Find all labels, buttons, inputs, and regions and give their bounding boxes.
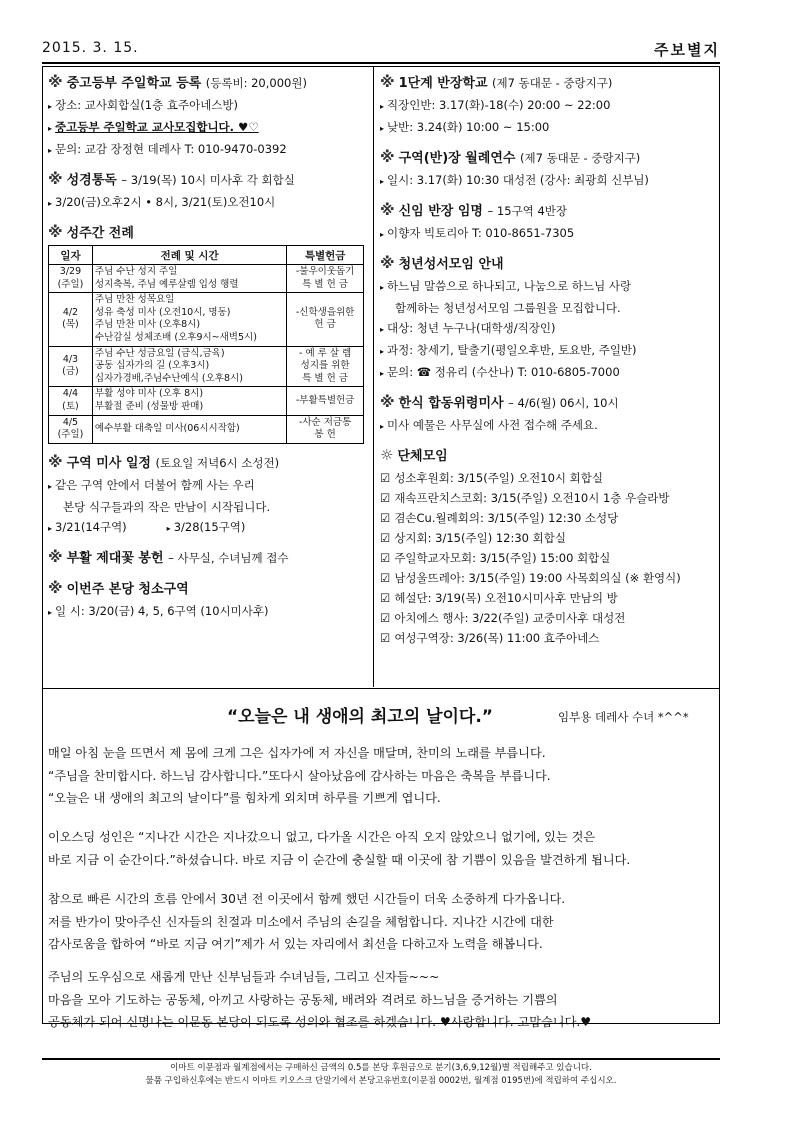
- asterisk-icon: ※: [48, 578, 63, 597]
- list-item: ☑ 아치에스 행사: 3/22(주일) 교중미사후 대성전: [380, 611, 626, 625]
- row-items: 주님 수난 성금요일 (금식,금육) 공동 십자가의 길 (오후3시) 십자가경배,주님수난예식 (오후8시): [92, 346, 286, 387]
- bulletin-title: 주보별지: [654, 41, 720, 59]
- cleaning-schedule: ▸ 일 시: 3/20(금) 4, 5, 6구역 (10시미사후): [48, 603, 269, 618]
- district-mass-dates: ▸ 3/21(14구역) ▸ 3/28(15구역): [48, 519, 246, 534]
- table-row: [49, 415, 364, 443]
- list-item: ☑ 상지회: 3/15(주일) 12:30 회합실: [380, 531, 566, 545]
- essay-author: 임부용 데레사 수녀 *^^*: [558, 710, 689, 724]
- easter-flowers-title: ※ 부활 제대꽃 봉헌 – 사무실, 수녀님께 접수: [48, 547, 289, 566]
- page-header: [42, 38, 720, 60]
- district-mass-title: ※ 구역 미사 일정 (토요일 저녁6시 소성전): [48, 452, 280, 471]
- memorial-mass-title: ※ 한식 합동위령미사 – 4/6(월) 06시, 10시: [380, 393, 619, 411]
- holy-week-table: [48, 245, 364, 444]
- footer-rule: [42, 1058, 720, 1060]
- essay-paragraph-2: 이오스딩 성인은 “지나간 시간은 지나갔으니 없고, 다가올 시간은 아직 오지 않았으니 없기에, 있는 것은 바로 지금 이 순간이다.”하셨습니다. 바로 지금 이 순간에 충실할 때 이곳에 참 기쁨이 있음을 발견하게 됩니다.: [48, 830, 631, 867]
- list-item: ☑ 겸손Cu.월례회의: 3/15(주일) 12:30 소성당: [380, 511, 619, 525]
- row-offering: -신학생을위한 헌 금: [287, 293, 364, 346]
- row-items: 주님 수난 성지 주일 성지축복, 주님 예루살렘 입성 행렬: [92, 265, 286, 293]
- sun-icon: ☼: [380, 446, 394, 464]
- table-row: [49, 387, 364, 415]
- checkbox-icon: ☑: [380, 571, 391, 585]
- table-row: [49, 293, 364, 346]
- leader-school-line: ▸ 낮반: 3.24(화) 10:00 ~ 15:00: [380, 120, 550, 134]
- row-items: 주님 만찬 성목요일 성유 축성 미사 (오전10시, 명동) 주님 만찬 미사 (오후8시) 수난감실 성체조배 (오후9시~새벽5시): [92, 293, 286, 346]
- row-offering: -불우이웃돕기 특 별 헌 금: [287, 265, 364, 293]
- asterisk-icon: ※: [48, 223, 63, 241]
- asterisk-icon: ※: [48, 170, 63, 188]
- row-items: 예수부활 대축일 미사(06시시작함): [92, 415, 286, 443]
- list-item: ☑ 헤설단: 3/19(목) 오전10시미사후 만남의 방: [380, 591, 618, 605]
- essay-paragraph-3: 참으로 빠른 시간의 흐름 안에서 30년 전 이곳에서 함께 했던 시간들이 더욱 소중하게 다가옵니다. 저를 반가이 맞아주신 신자들의 친절과 미소에서 주님의 손길을 체험합니다. 지나간 시간에 대한 감사로움을 합하여 “바로 지금 여기”제가 서 있는 자리에서 최선을 다하고자 노력을 해봅니다.: [48, 892, 566, 951]
- youth-school-contact: ▸ 문의: 교감 장정현 데레사 T: 010-9470-0392: [48, 142, 287, 156]
- checkbox-icon: ☑: [380, 611, 391, 625]
- asterisk-icon: ※: [380, 73, 395, 91]
- row-date: 3/29 (주일): [49, 265, 93, 293]
- bulletin-date: 2015. 3. 15.: [42, 40, 139, 56]
- checkbox-icon: ☑: [380, 511, 391, 525]
- row-date: 4/2 (목): [49, 293, 93, 346]
- cleaning-title: ※ 이번주 본당 청소구역: [48, 578, 189, 597]
- table-header: 일자 전례 및 시간 특별헌금: [49, 246, 364, 265]
- table-row: [49, 265, 364, 293]
- list-item: ☑ 재속프란치스코회: 3/15(주일) 오전10시 1층 우슬라방: [380, 491, 670, 505]
- essay-quote: “오늘은 내 생애의 최고의 날이다.”: [227, 707, 493, 727]
- youth-bible-line: ▸ 과정: 창세기, 탈출기(평일오후반, 토요반, 주일반): [380, 343, 637, 357]
- essay-paragraph-1: 매일 아침 눈을 뜨면서 제 몸에 크게 그은 십자가에 저 자신을 매달며, 찬미의 노래를 부릅니다. “주님을 찬미합시다. 하느님 감사합니다.”또다시 살아났음에 감사하는 마음은 축복을 부릅니다. “오늘은 내 생애의 최고의 날이다”를 힘차게 외치며 하루를 기쁘게 엽니다.: [48, 746, 551, 805]
- asterisk-icon: ※: [380, 254, 395, 272]
- list-item: ☑ 주일학교자모회: 3/15(주일) 15:00 회합실: [380, 551, 611, 565]
- checkbox-icon: ☑: [380, 531, 391, 545]
- section-divider: [42, 688, 720, 689]
- youth-school-title: ※ 중고등부 주일학교 등록 (등록비: 20,000원): [48, 73, 307, 91]
- asterisk-icon: ※: [380, 393, 395, 411]
- asterisk-icon: ※: [48, 547, 63, 566]
- footer-notice: 이마트 이문점과 월계점에서는 구매하신 금액의 0.5를 본당 후원금으로 분기(3,6,9,12월)별 적립해주고 있습니다. 물품 구입하신후에는 반드시 이마트 키오스크 단말기에서 본당고유번호(이문점 0002번, 월계점 0195번)에 적립하여 주십시오.: [145, 1063, 617, 1086]
- bible-reading-title: ※ 성경통독 – 3/19(목) 10시 미사후 각 회합실: [48, 170, 295, 188]
- groups-title: ☼ 단체모임: [380, 446, 448, 464]
- asterisk-icon: ※: [380, 148, 395, 166]
- youth-bible-line: 함께하는 청년성서모임 그룹원을 모집합니다.: [395, 301, 621, 315]
- left-column: [48, 72, 366, 623]
- district-mass-desc: ▸ 같은 구역 안에서 더불어 함께 사는 우리: [48, 477, 255, 492]
- youth-bible-line: ▸ 대상: 청년 누구나(대학생/직장인): [380, 321, 556, 335]
- row-date: 4/5 (주일): [49, 415, 93, 443]
- checkbox-icon: ☑: [380, 631, 391, 645]
- column-divider: [373, 67, 374, 687]
- youth-school-place: ▸ 장소: 교사회합실(1층 효주아네스방): [48, 98, 239, 112]
- checkbox-icon: ☑: [380, 591, 391, 605]
- holy-week-title: ※ 성주간 전례: [48, 223, 134, 241]
- right-column: [380, 72, 715, 648]
- youth-bible-line: ▸ 문의: ☎ 정유리 (수산나) T: 010-6805-7000: [380, 365, 620, 379]
- row-date: 4/3 (금): [49, 346, 93, 387]
- appointment-line: ▸ 이향자 빅토리아 T: 010-8651-7305: [380, 226, 575, 240]
- district-mass-desc-2: 본당 식구들과의 작은 만남이 시작됩니다.: [63, 499, 271, 514]
- essay-paragraph-4: 주님의 도우심으로 새롭게 만난 신부님들과 수녀님들, 그리고 신자들~~~ 마음을 모아 기도하는 공동체, 아끼고 사랑하는 공동체, 배려와 격려로 하느님을 증거하는 기쁨의 공동체가 되어 신명나는 이문동 본당이 되도록 성의와 협조를 하겠습니다. ♥사랑합니다. 고맙습니다.♥: [48, 970, 592, 1029]
- header-rule: [42, 62, 720, 64]
- row-offering: -부활특별헌금: [287, 387, 364, 415]
- table-row: [49, 346, 364, 387]
- list-item: ☑ 성소후원회: 3/15(주일) 오전10시 회합실: [380, 471, 603, 485]
- training-title: ※ 구역(반)장 월례연수 (제7 동대문 - 중랑지구): [380, 148, 641, 166]
- row-items: 부활 성야 미사 (오후 8시) 부활절 준비 (성물방 판매): [92, 387, 286, 415]
- asterisk-icon: ※: [48, 452, 63, 471]
- asterisk-icon: ※: [48, 73, 63, 91]
- memorial-mass-line: ▸ 미사 예물은 사무실에 사전 접수해 주세요.: [380, 418, 598, 432]
- essay-heading: [42, 702, 720, 732]
- list-item: ☑ 남성울뜨레아: 3/15(주일) 19:00 사목회의실 (※ 환영식): [380, 571, 681, 585]
- bible-reading-schedule: ▸ 3/20(금)오후2시 • 8시, 3/21(토)오전10시: [48, 195, 276, 209]
- checkbox-icon: ☑: [380, 491, 391, 505]
- list-item: ☑ 여성구역장: 3/26(목) 11:00 효주아네스: [380, 631, 600, 645]
- leader-school-line: ▸ 직장인반: 3.17(화)-18(수) 20:00 ~ 22:00: [380, 98, 611, 112]
- checkbox-icon: ☑: [380, 471, 391, 485]
- appointment-title: ※ 신임 반장 임명 – 15구역 4반장: [380, 201, 567, 219]
- row-offering: - 예 루 살 렘 성지를 위한 특 별 헌 금: [287, 346, 364, 387]
- leader-school-title: ※ 1단계 반장학교 (제7 동대문 - 중랑지구): [380, 73, 613, 91]
- asterisk-icon: ※: [380, 201, 395, 219]
- training-line: ▸ 일시: 3.17(화) 10:30 대성전 (강사: 최광희 신부님): [380, 173, 649, 187]
- row-date: 4/4 (토): [49, 387, 93, 415]
- youth-bible-line: ▸ 하느님 말씀으로 하나되고, 나눔으로 하느님 사랑: [380, 279, 632, 293]
- youth-bible-title: ※ 청년성서모임 안내: [380, 254, 504, 272]
- checkbox-icon: ☑: [380, 551, 391, 565]
- row-offering: -사순 저금통 봉 헌: [287, 415, 364, 443]
- youth-school-teacher: ▸ 중고등부 주일학교 교사모집합니다. ♥♡: [48, 120, 259, 134]
